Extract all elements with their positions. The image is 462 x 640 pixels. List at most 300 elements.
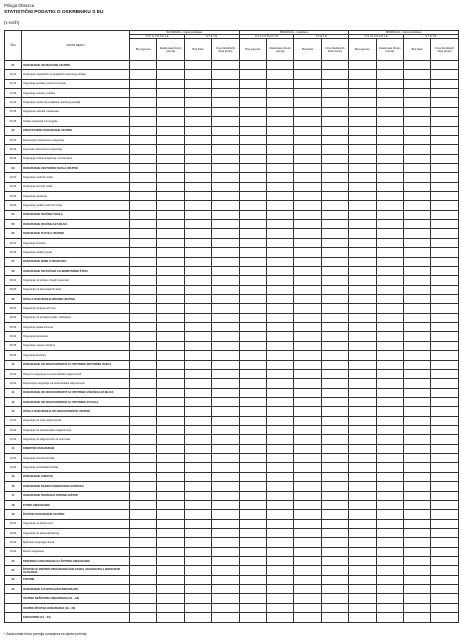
value-cell[interactable] — [239, 192, 266, 201]
value-cell[interactable] — [294, 510, 321, 519]
value-cell[interactable] — [403, 107, 430, 116]
value-cell[interactable] — [239, 89, 266, 98]
value-cell[interactable] — [184, 70, 211, 79]
value-cell[interactable] — [376, 135, 403, 144]
value-cell[interactable] — [157, 566, 184, 575]
value-cell[interactable] — [157, 407, 184, 416]
value-cell[interactable] — [157, 594, 184, 603]
value-cell[interactable] — [266, 491, 293, 500]
value-cell[interactable] — [157, 98, 184, 107]
value-cell[interactable] — [212, 266, 239, 275]
value-cell[interactable] — [294, 360, 321, 369]
value-cell[interactable] — [349, 538, 376, 547]
value-cell[interactable] — [184, 557, 211, 566]
value-cell[interactable] — [376, 107, 403, 116]
value-cell[interactable] — [266, 313, 293, 322]
value-cell[interactable] — [184, 210, 211, 219]
value-cell[interactable] — [431, 117, 458, 126]
value-cell[interactable] — [321, 426, 348, 435]
value-cell[interactable] — [349, 435, 376, 444]
value-cell[interactable] — [184, 266, 211, 275]
value-cell[interactable] — [184, 547, 211, 556]
value-cell[interactable] — [266, 98, 293, 107]
value-cell[interactable] — [431, 192, 458, 201]
value-cell[interactable] — [239, 566, 266, 575]
value-cell[interactable] — [403, 266, 430, 275]
value-cell[interactable] — [212, 426, 239, 435]
value-cell[interactable] — [294, 313, 321, 322]
value-cell[interactable] — [294, 61, 321, 70]
value-cell[interactable] — [212, 192, 239, 201]
value-cell[interactable] — [431, 154, 458, 163]
value-cell[interactable] — [239, 482, 266, 491]
value-cell[interactable] — [294, 248, 321, 257]
value-cell[interactable] — [130, 388, 157, 397]
value-cell[interactable] — [294, 379, 321, 388]
value-cell[interactable] — [130, 594, 157, 603]
value-cell[interactable] — [321, 482, 348, 491]
value-cell[interactable] — [376, 379, 403, 388]
value-cell[interactable] — [130, 332, 157, 341]
value-cell[interactable] — [431, 557, 458, 566]
value-cell[interactable] — [403, 510, 430, 519]
value-cell[interactable] — [212, 257, 239, 266]
value-cell[interactable] — [212, 416, 239, 425]
value-cell[interactable] — [184, 323, 211, 332]
value-cell[interactable] — [157, 61, 184, 70]
value-cell[interactable] — [321, 323, 348, 332]
value-cell[interactable] — [184, 388, 211, 397]
value-cell[interactable] — [403, 594, 430, 603]
value-cell[interactable] — [266, 201, 293, 210]
value-cell[interactable] — [212, 276, 239, 285]
value-cell[interactable] — [431, 145, 458, 154]
value-cell[interactable] — [321, 594, 348, 603]
value-cell[interactable] — [239, 472, 266, 481]
value-cell[interactable] — [266, 173, 293, 182]
value-cell[interactable] — [239, 145, 266, 154]
value-cell[interactable] — [349, 379, 376, 388]
value-cell[interactable] — [130, 369, 157, 378]
value-cell[interactable] — [349, 182, 376, 191]
value-cell[interactable] — [349, 89, 376, 98]
value-cell[interactable] — [130, 163, 157, 172]
value-cell[interactable] — [266, 603, 293, 612]
value-cell[interactable] — [130, 61, 157, 70]
value-cell[interactable] — [157, 257, 184, 266]
value-cell[interactable] — [212, 145, 239, 154]
value-cell[interactable] — [157, 528, 184, 537]
value-cell[interactable] — [321, 79, 348, 88]
value-cell[interactable] — [239, 126, 266, 135]
value-cell[interactable] — [294, 70, 321, 79]
value-cell[interactable] — [403, 210, 430, 219]
value-cell[interactable] — [403, 145, 430, 154]
value-cell[interactable] — [157, 182, 184, 191]
value-cell[interactable] — [403, 238, 430, 247]
value-cell[interactable] — [294, 528, 321, 537]
value-cell[interactable] — [349, 463, 376, 472]
value-cell[interactable] — [239, 416, 266, 425]
value-cell[interactable] — [376, 79, 403, 88]
value-cell[interactable] — [239, 407, 266, 416]
value-cell[interactable] — [157, 220, 184, 229]
value-cell[interactable] — [266, 566, 293, 575]
value-cell[interactable] — [239, 61, 266, 70]
value-cell[interactable] — [376, 613, 403, 622]
value-cell[interactable] — [130, 313, 157, 322]
value-cell[interactable] — [321, 538, 348, 547]
value-cell[interactable] — [130, 360, 157, 369]
value-cell[interactable] — [321, 238, 348, 247]
value-cell[interactable] — [294, 98, 321, 107]
value-cell[interactable] — [294, 351, 321, 360]
value-cell[interactable] — [376, 519, 403, 528]
value-cell[interactable] — [239, 594, 266, 603]
value-cell[interactable] — [376, 463, 403, 472]
value-cell[interactable] — [130, 238, 157, 247]
value-cell[interactable] — [130, 603, 157, 612]
value-cell[interactable] — [212, 89, 239, 98]
value-cell[interactable] — [266, 510, 293, 519]
value-cell[interactable] — [321, 454, 348, 463]
value-cell[interactable] — [212, 472, 239, 481]
value-cell[interactable] — [184, 510, 211, 519]
value-cell[interactable] — [376, 248, 403, 257]
value-cell[interactable] — [294, 192, 321, 201]
value-cell[interactable] — [130, 444, 157, 453]
value-cell[interactable] — [212, 603, 239, 612]
value-cell[interactable] — [157, 472, 184, 481]
value-cell[interactable] — [130, 463, 157, 472]
value-cell[interactable] — [431, 510, 458, 519]
value-cell[interactable] — [321, 248, 348, 257]
value-cell[interactable] — [157, 341, 184, 350]
value-cell[interactable] — [184, 444, 211, 453]
value-cell[interactable] — [403, 528, 430, 537]
value-cell[interactable] — [212, 435, 239, 444]
value-cell[interactable] — [321, 220, 348, 229]
value-cell[interactable] — [431, 454, 458, 463]
value-cell[interactable] — [157, 248, 184, 257]
value-cell[interactable] — [130, 229, 157, 238]
value-cell[interactable] — [321, 444, 348, 453]
value-cell[interactable] — [184, 341, 211, 350]
value-cell[interactable] — [239, 332, 266, 341]
value-cell[interactable] — [376, 341, 403, 350]
value-cell[interactable] — [349, 528, 376, 537]
value-cell[interactable] — [184, 220, 211, 229]
value-cell[interactable] — [212, 500, 239, 509]
value-cell[interactable] — [212, 154, 239, 163]
value-cell[interactable] — [266, 360, 293, 369]
value-cell[interactable] — [157, 285, 184, 294]
value-cell[interactable] — [184, 79, 211, 88]
value-cell[interactable] — [130, 154, 157, 163]
value-cell[interactable] — [157, 313, 184, 322]
value-cell[interactable] — [212, 557, 239, 566]
value-cell[interactable] — [294, 613, 321, 622]
value-cell[interactable] — [266, 500, 293, 509]
value-cell[interactable] — [321, 585, 348, 594]
value-cell[interactable] — [130, 173, 157, 182]
value-cell[interactable] — [376, 557, 403, 566]
value-cell[interactable] — [321, 351, 348, 360]
value-cell[interactable] — [266, 528, 293, 537]
value-cell[interactable] — [321, 304, 348, 313]
value-cell[interactable] — [321, 435, 348, 444]
value-cell[interactable] — [239, 257, 266, 266]
value-cell[interactable] — [239, 613, 266, 622]
value-cell[interactable] — [239, 229, 266, 238]
value-cell[interactable] — [157, 89, 184, 98]
value-cell[interactable] — [403, 294, 430, 303]
value-cell[interactable] — [321, 89, 348, 98]
value-cell[interactable] — [376, 89, 403, 98]
value-cell[interactable] — [403, 285, 430, 294]
value-cell[interactable] — [403, 491, 430, 500]
value-cell[interactable] — [212, 220, 239, 229]
value-cell[interactable] — [321, 201, 348, 210]
value-cell[interactable] — [184, 89, 211, 98]
value-cell[interactable] — [239, 220, 266, 229]
value-cell[interactable] — [184, 182, 211, 191]
value-cell[interactable] — [321, 98, 348, 107]
value-cell[interactable] — [239, 107, 266, 116]
value-cell[interactable] — [266, 304, 293, 313]
value-cell[interactable] — [130, 407, 157, 416]
value-cell[interactable] — [130, 210, 157, 219]
value-cell[interactable] — [212, 538, 239, 547]
value-cell[interactable] — [130, 248, 157, 257]
value-cell[interactable] — [294, 482, 321, 491]
value-cell[interactable] — [239, 519, 266, 528]
value-cell[interactable] — [294, 557, 321, 566]
value-cell[interactable] — [349, 248, 376, 257]
value-cell[interactable] — [239, 117, 266, 126]
value-cell[interactable] — [239, 444, 266, 453]
value-cell[interactable] — [403, 454, 430, 463]
value-cell[interactable] — [184, 426, 211, 435]
value-cell[interactable] — [376, 547, 403, 556]
value-cell[interactable] — [212, 70, 239, 79]
value-cell[interactable] — [184, 500, 211, 509]
value-cell[interactable] — [431, 70, 458, 79]
value-cell[interactable] — [212, 379, 239, 388]
value-cell[interactable] — [212, 238, 239, 247]
value-cell[interactable] — [266, 70, 293, 79]
value-cell[interactable] — [130, 454, 157, 463]
value-cell[interactable] — [266, 388, 293, 397]
value-cell[interactable] — [349, 519, 376, 528]
value-cell[interactable] — [294, 426, 321, 435]
value-cell[interactable] — [212, 388, 239, 397]
value-cell[interactable] — [266, 472, 293, 481]
value-cell[interactable] — [130, 500, 157, 509]
value-cell[interactable] — [294, 444, 321, 453]
value-cell[interactable] — [431, 482, 458, 491]
value-cell[interactable] — [266, 107, 293, 116]
value-cell[interactable] — [349, 547, 376, 556]
value-cell[interactable] — [130, 491, 157, 500]
value-cell[interactable] — [184, 351, 211, 360]
value-cell[interactable] — [403, 192, 430, 201]
value-cell[interactable] — [212, 463, 239, 472]
value-cell[interactable] — [321, 313, 348, 322]
value-cell[interactable] — [157, 463, 184, 472]
value-cell[interactable] — [321, 61, 348, 70]
value-cell[interactable] — [321, 126, 348, 135]
value-cell[interactable] — [157, 154, 184, 163]
value-cell[interactable] — [212, 98, 239, 107]
value-cell[interactable] — [294, 472, 321, 481]
value-cell[interactable] — [403, 603, 430, 612]
value-cell[interactable] — [239, 603, 266, 612]
value-cell[interactable] — [349, 257, 376, 266]
value-cell[interactable] — [403, 472, 430, 481]
value-cell[interactable] — [294, 229, 321, 238]
value-cell[interactable] — [294, 107, 321, 116]
value-cell[interactable] — [157, 126, 184, 135]
value-cell[interactable] — [431, 585, 458, 594]
value-cell[interactable] — [294, 182, 321, 191]
value-cell[interactable] — [431, 397, 458, 406]
value-cell[interactable] — [294, 547, 321, 556]
value-cell[interactable] — [212, 482, 239, 491]
value-cell[interactable] — [349, 472, 376, 481]
value-cell[interactable] — [376, 238, 403, 247]
value-cell[interactable] — [184, 397, 211, 406]
value-cell[interactable] — [403, 397, 430, 406]
value-cell[interactable] — [130, 89, 157, 98]
value-cell[interactable] — [212, 594, 239, 603]
value-cell[interactable] — [349, 557, 376, 566]
value-cell[interactable] — [184, 294, 211, 303]
value-cell[interactable] — [239, 154, 266, 163]
value-cell[interactable] — [266, 248, 293, 257]
value-cell[interactable] — [403, 173, 430, 182]
value-cell[interactable] — [349, 369, 376, 378]
value-cell[interactable] — [157, 491, 184, 500]
value-cell[interactable] — [403, 463, 430, 472]
value-cell[interactable] — [239, 79, 266, 88]
value-cell[interactable] — [157, 192, 184, 201]
value-cell[interactable] — [266, 257, 293, 266]
value-cell[interactable] — [130, 276, 157, 285]
value-cell[interactable] — [431, 294, 458, 303]
value-cell[interactable] — [403, 163, 430, 172]
value-cell[interactable] — [294, 575, 321, 584]
value-cell[interactable] — [266, 145, 293, 154]
value-cell[interactable] — [403, 519, 430, 528]
value-cell[interactable] — [239, 248, 266, 257]
value-cell[interactable] — [184, 154, 211, 163]
value-cell[interactable] — [403, 70, 430, 79]
value-cell[interactable] — [403, 98, 430, 107]
value-cell[interactable] — [294, 369, 321, 378]
value-cell[interactable] — [349, 70, 376, 79]
value-cell[interactable] — [431, 351, 458, 360]
value-cell[interactable] — [130, 257, 157, 266]
value-cell[interactable] — [403, 426, 430, 435]
value-cell[interactable] — [321, 154, 348, 163]
value-cell[interactable] — [184, 276, 211, 285]
value-cell[interactable] — [130, 341, 157, 350]
value-cell[interactable] — [349, 613, 376, 622]
value-cell[interactable] — [239, 163, 266, 172]
value-cell[interactable] — [266, 182, 293, 191]
value-cell[interactable] — [294, 332, 321, 341]
value-cell[interactable] — [294, 397, 321, 406]
value-cell[interactable] — [184, 603, 211, 612]
value-cell[interactable] — [431, 360, 458, 369]
value-cell[interactable] — [403, 388, 430, 397]
value-cell[interactable] — [349, 351, 376, 360]
value-cell[interactable] — [321, 379, 348, 388]
value-cell[interactable] — [349, 294, 376, 303]
value-cell[interactable] — [266, 323, 293, 332]
value-cell[interactable] — [212, 201, 239, 210]
value-cell[interactable] — [184, 407, 211, 416]
value-cell[interactable] — [349, 426, 376, 435]
value-cell[interactable] — [239, 304, 266, 313]
value-cell[interactable] — [403, 557, 430, 566]
value-cell[interactable] — [157, 210, 184, 219]
value-cell[interactable] — [376, 145, 403, 154]
value-cell[interactable] — [266, 575, 293, 584]
value-cell[interactable] — [157, 163, 184, 172]
value-cell[interactable] — [184, 229, 211, 238]
value-cell[interactable] — [349, 360, 376, 369]
value-cell[interactable] — [212, 229, 239, 238]
value-cell[interactable] — [157, 547, 184, 556]
value-cell[interactable] — [130, 266, 157, 275]
value-cell[interactable] — [157, 173, 184, 182]
value-cell[interactable] — [266, 154, 293, 163]
value-cell[interactable] — [184, 192, 211, 201]
value-cell[interactable] — [266, 463, 293, 472]
value-cell[interactable] — [294, 201, 321, 210]
value-cell[interactable] — [266, 294, 293, 303]
value-cell[interactable] — [266, 547, 293, 556]
value-cell[interactable] — [294, 220, 321, 229]
value-cell[interactable] — [376, 426, 403, 435]
value-cell[interactable] — [349, 210, 376, 219]
value-cell[interactable] — [212, 323, 239, 332]
value-cell[interactable] — [321, 528, 348, 537]
value-cell[interactable] — [376, 500, 403, 509]
value-cell[interactable] — [376, 575, 403, 584]
value-cell[interactable] — [321, 210, 348, 219]
value-cell[interactable] — [212, 491, 239, 500]
value-cell[interactable] — [431, 369, 458, 378]
value-cell[interactable] — [157, 388, 184, 397]
value-cell[interactable] — [403, 369, 430, 378]
value-cell[interactable] — [431, 528, 458, 537]
value-cell[interactable] — [376, 454, 403, 463]
value-cell[interactable] — [431, 266, 458, 275]
value-cell[interactable] — [403, 407, 430, 416]
value-cell[interactable] — [294, 276, 321, 285]
value-cell[interactable] — [212, 566, 239, 575]
value-cell[interactable] — [212, 313, 239, 322]
value-cell[interactable] — [376, 266, 403, 275]
value-cell[interactable] — [130, 98, 157, 107]
value-cell[interactable] — [212, 575, 239, 584]
value-cell[interactable] — [212, 360, 239, 369]
value-cell[interactable] — [431, 472, 458, 481]
value-cell[interactable] — [157, 603, 184, 612]
